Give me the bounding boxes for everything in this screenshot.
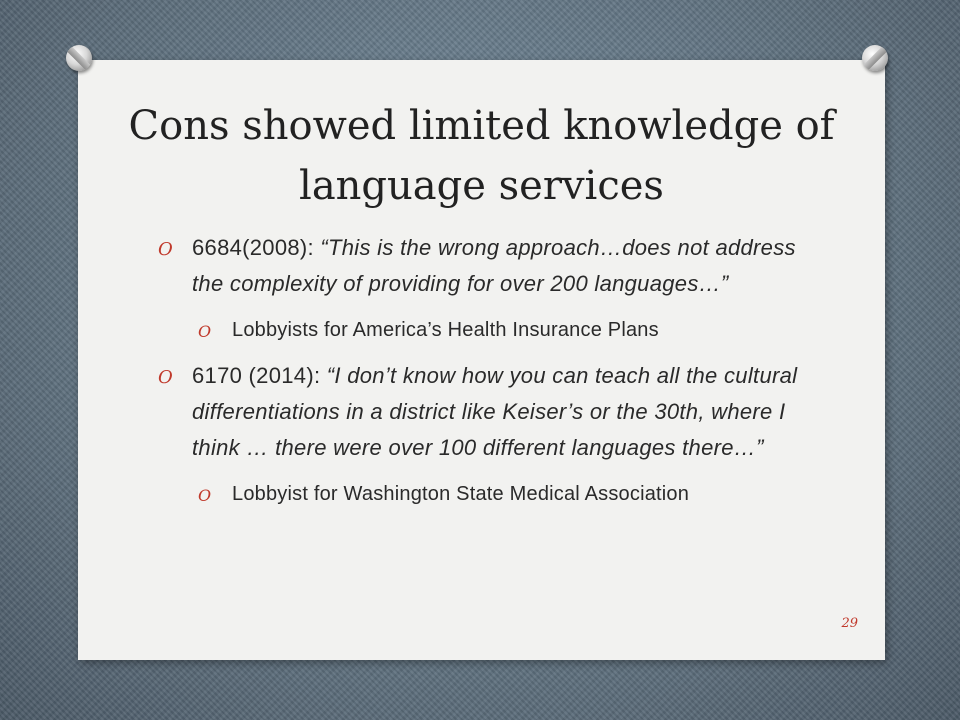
list-item xyxy=(198,314,798,346)
bullet-icon: O xyxy=(158,239,174,260)
bill-reference: 6684(2008): xyxy=(192,235,321,260)
bill-reference: 6170 (2014): xyxy=(192,363,327,388)
list-item xyxy=(158,358,798,466)
pushpin-icon xyxy=(66,45,92,71)
testimony-quote: “I don’t know how you can teach all the cultural differentiations in a district like Keiser’s or the 30th, where I think … there were over 100 different languages there…” xyxy=(192,363,798,460)
bullet-list xyxy=(158,230,798,522)
bullet-icon: O xyxy=(198,322,212,341)
list-item xyxy=(158,230,798,302)
pushpin-icon xyxy=(862,45,888,71)
bullet-icon: O xyxy=(158,367,174,388)
list-item xyxy=(198,478,798,510)
bullet-icon: O xyxy=(198,486,212,505)
source-attribution: Lobbyist for Washington State Medical Association xyxy=(232,483,690,505)
testimony-quote: “This is the wrong approach…does not address the complexity of providing for over 200 languages…” xyxy=(192,235,796,296)
page-number: 29 xyxy=(841,616,858,631)
slide-title: Cons showed limited knowledge of language services xyxy=(128,103,835,209)
source-attribution: Lobbyists for America’s Health Insurance Plans xyxy=(232,319,659,341)
